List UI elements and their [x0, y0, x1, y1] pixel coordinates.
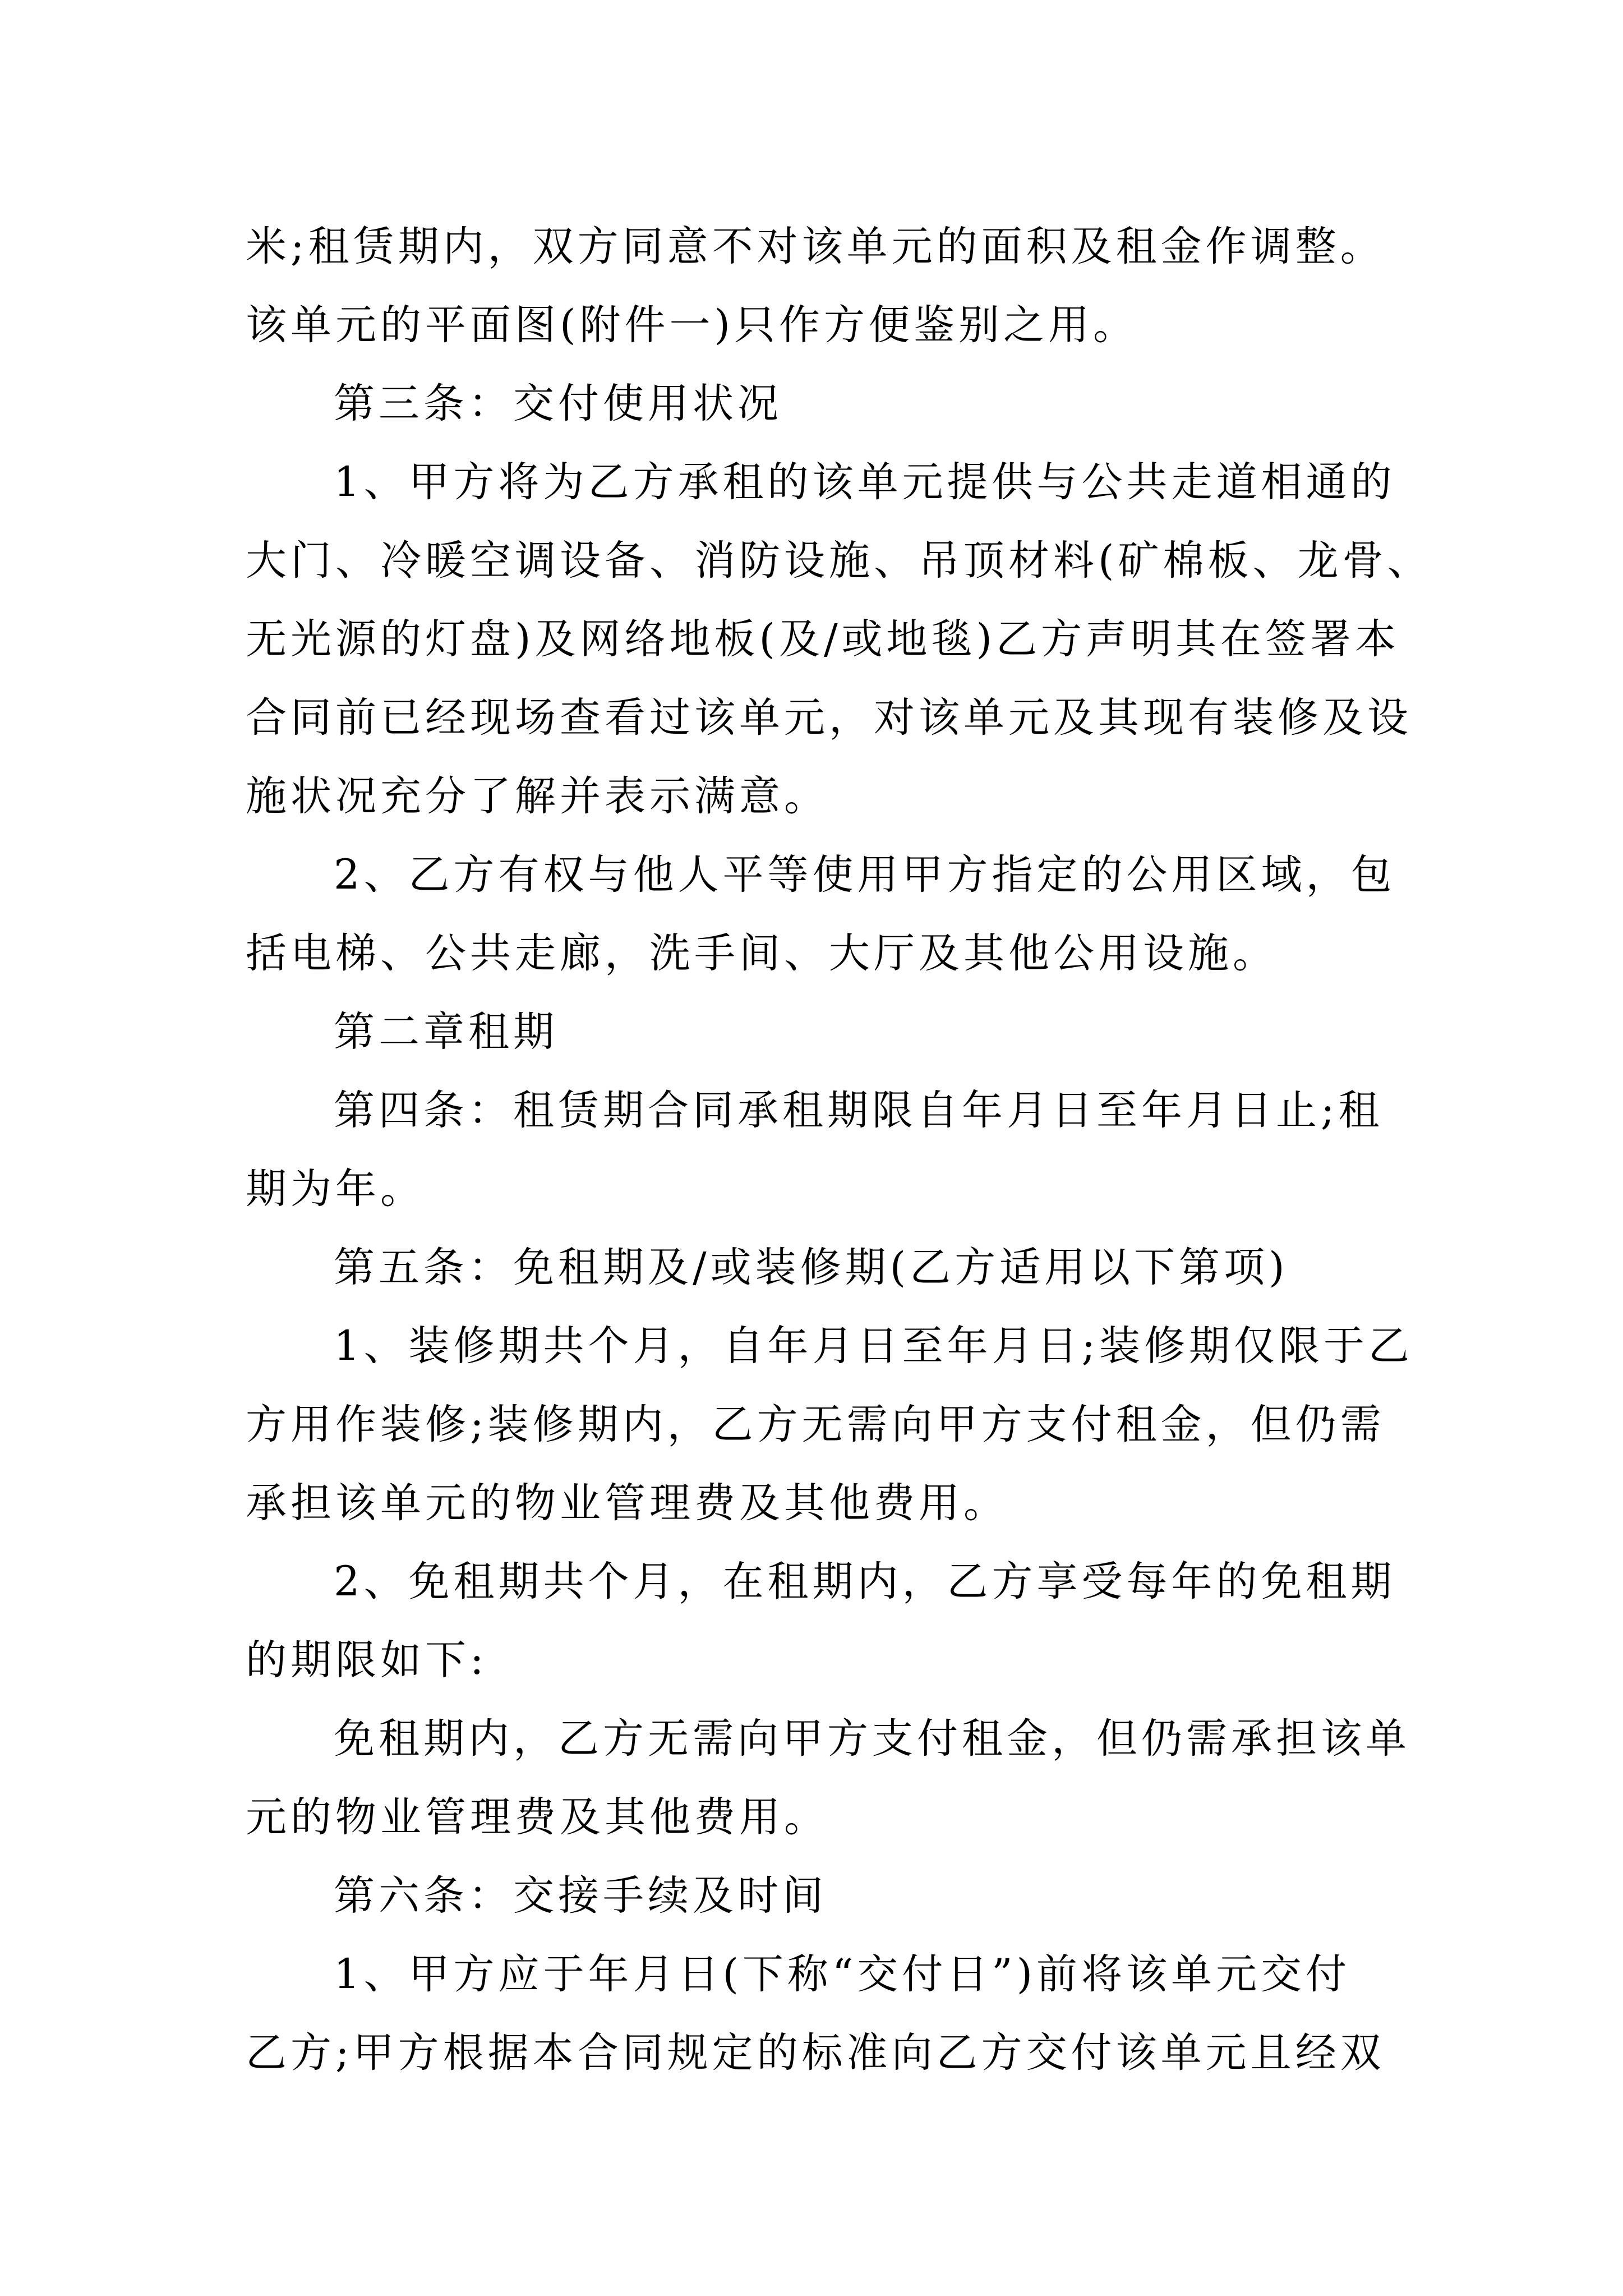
text-line: 方用作装修;装修期内，乙方无需向甲方支付租金，但仍需 — [246, 1401, 1385, 1448]
section-heading: 第五条：免租期及/或装修期(乙方适用以下第项) — [334, 1244, 1289, 1291]
text-line: 1、装修期共个月，自年月日至年月日;装修期仅限于乙 — [334, 1322, 1414, 1370]
section-heading: 第三条：交付使用状况 — [334, 380, 782, 427]
text-line: 该单元的平面图(附件一)只作方便鉴别之用。 — [246, 301, 1138, 349]
text-line: 的期限如下: — [246, 1636, 488, 1684]
text-line: 2、免租期共个月，在租期内，乙方享受每年的免租期 — [334, 1558, 1396, 1605]
text-line: 1、甲方将为乙方承租的该单元提供与公共走道相通的 — [334, 458, 1396, 506]
text-line: 元的物业管理费及其他费用。 — [246, 1793, 829, 1841]
text-line: 括电梯、公共走廊，洗手间、大厅及其他公用设施。 — [246, 930, 1278, 977]
text-line: 2、乙方有权与他人平等使用甲方指定的公用区域，包 — [334, 851, 1396, 899]
text-line: 无光源的灯盘)及网络地板(及/或地毯)乙方声明其在签署本 — [246, 615, 1400, 663]
text-line: 承担该单元的物业管理费及其他费用。 — [246, 1479, 1008, 1527]
text-line: 免租期内，乙方无需向甲方支付租金，但仍需承担该单 — [334, 1715, 1410, 1763]
text-line: 米;租赁期内，双方同意不对该单元的面积及租金作调整。 — [246, 223, 1385, 270]
chapter-heading: 第二章租期 — [334, 1008, 558, 1056]
text-line: 1、甲方应于年月日(下称“交付日”)前将该单元交付 — [334, 1950, 1351, 1998]
text-line: 合同前已经现场查看过该单元，对该单元及其现有装修及设 — [246, 694, 1412, 742]
text-line: 期为年。 — [246, 1165, 425, 1213]
text-line: 第四条：租赁期合同承租期限自年月日至年月日止;租 — [334, 1087, 1384, 1134]
section-heading: 第六条：交接手续及时间 — [334, 1872, 827, 1920]
text-line: 乙方;甲方根据本合同规定的标准向乙方交付该单元且经双 — [246, 2029, 1385, 2077]
text-line: 施状况充分了解并表示满意。 — [246, 772, 829, 820]
text-line: 大门、冷暖空调设备、消防设施、吊顶材料(矿棉板、龙骨、 — [246, 537, 1432, 585]
